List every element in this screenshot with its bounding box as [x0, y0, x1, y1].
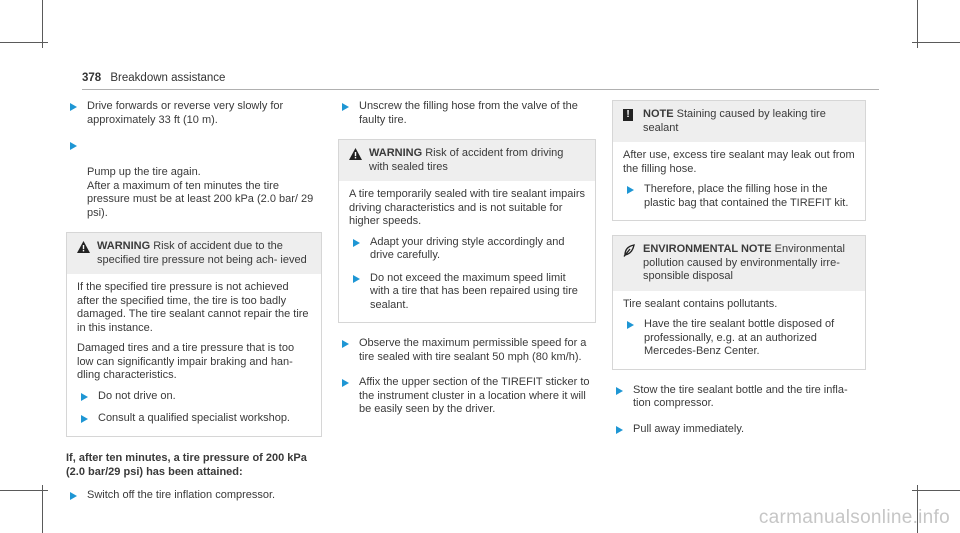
step-text: Observe the maximum permissible speed for a tire sealed with tire sealant 50 mph (80 km/h).	[359, 337, 587, 363]
crop-mark	[0, 490, 48, 491]
note-body	[613, 142, 865, 220]
warning-box	[338, 139, 596, 323]
warning-label: WARNING	[97, 240, 151, 252]
condition-heading: If, after ten minutes, a tire pressure of 200 kPa (2.0 bar/29 psi) has been attained:	[66, 451, 307, 478]
step-arrow-icon	[342, 103, 349, 111]
step-arrow-icon	[627, 186, 634, 194]
watermark: carmanualsonline.info	[758, 507, 950, 528]
crop-mark	[912, 490, 960, 491]
warning-title: Risk of accident due to the specified tire pressure not being ach- ieved	[97, 240, 307, 266]
step-text: Affix the upper section of the TIREFIT sticker to the instrument cluster in a location where it will be easily seen by the driver.	[359, 376, 590, 415]
environmental-note-label: ENVIRONMENTAL NOTE	[643, 243, 772, 255]
exclamation-icon: !	[623, 109, 633, 121]
step-arrow-icon	[342, 340, 349, 348]
warning-text: Damaged tires and a tire pressure that is too low can significantly impair braking and han- dling characteristics.	[77, 342, 295, 381]
note-label: NOTE	[643, 108, 674, 120]
step-item	[338, 100, 596, 127]
column-3	[612, 100, 866, 448]
step-item	[66, 489, 322, 503]
crop-mark	[42, 485, 43, 533]
step-text: Pump up the tire again. After a maximum of ten minutes the tire pressure must be at least 200 kPa (2.0 bar/ 29 psi).	[87, 166, 314, 219]
step-item	[77, 390, 311, 404]
note-header	[613, 101, 865, 142]
warning-triangle-icon	[77, 241, 90, 253]
page-header	[82, 72, 225, 84]
crop-mark	[917, 0, 918, 48]
warning-box	[66, 232, 322, 437]
step-text: Consult a qualified specialist workshop.	[98, 412, 290, 424]
step-item	[349, 272, 585, 313]
environmental-note-text: Tire sealant contains pollutants.	[623, 297, 778, 310]
step-item	[612, 384, 866, 411]
step-text: Do not drive on.	[98, 389, 176, 402]
warning-body	[339, 181, 595, 322]
leaf-icon	[623, 244, 635, 257]
step-arrow-icon	[342, 379, 349, 387]
step-arrow-icon	[81, 415, 88, 423]
step-arrow-icon	[627, 321, 634, 329]
crop-mark	[42, 0, 43, 48]
warning-text: If the specified tire pressure is not achieved after the specified time, the tire is too badly damaged. The tire sealant cannot repair the tire in this instance.	[77, 281, 309, 334]
header-rule	[82, 89, 879, 90]
step-text: Drive forwards or reverse very slowly for approximately 33 ft (10 m).	[87, 100, 284, 126]
warning-label: WARNING	[369, 147, 423, 159]
environmental-note-title: Environmental pollution caused by environmentally irre- sponsible disposal	[643, 243, 845, 282]
note-text: After use, excess tire sealant may leak out from the filling hose.	[623, 149, 855, 175]
crop-mark	[0, 42, 48, 43]
warning-title: Risk of accident from driving with sealed tires	[369, 147, 564, 173]
environmental-note-box	[612, 235, 866, 370]
environmental-note-body	[613, 291, 865, 369]
note-box	[612, 100, 866, 221]
step-arrow-icon	[616, 387, 623, 395]
step-item	[77, 412, 311, 426]
warning-text: A tire temporarily sealed with tire sealant impairs driving characteristics and is not suitable for higher speeds.	[349, 188, 585, 227]
step-text: Stow the tire sealant bottle and the tire infla- tion compressor.	[633, 383, 848, 409]
step-arrow-icon	[70, 492, 77, 500]
step-text: Pull away immediately.	[633, 422, 745, 435]
warning-triangle-icon	[349, 148, 362, 160]
step-text: Adapt your driving style accordingly and drive carefully.	[370, 235, 565, 261]
step-item	[66, 139, 322, 220]
column-1	[66, 100, 322, 514]
environmental-note-header	[613, 236, 865, 291]
step-item	[623, 183, 855, 210]
step-arrow-icon	[616, 426, 623, 434]
step-item	[338, 376, 596, 417]
step-arrow-icon	[81, 393, 88, 401]
step-arrow-icon	[70, 142, 77, 150]
warning-body	[67, 274, 321, 436]
column-2	[338, 100, 596, 429]
step-item	[612, 423, 866, 437]
step-text: Have the tire sealant bottle disposed of professionally, e.g. at an authorized Mercedes-Benz Center.	[644, 318, 835, 357]
step-item	[66, 100, 322, 127]
step-arrow-icon	[353, 275, 360, 283]
warning-header	[339, 140, 595, 181]
step-text: Unscrew the filling hose from the valve of the faulty tire.	[359, 100, 578, 126]
section-title: Breakdown assistance	[110, 72, 226, 84]
step-text: Do not exceed the maximum speed limit with a tire that has been repaired using tire sealant.	[370, 271, 578, 311]
step-item	[623, 318, 855, 359]
step-text: Therefore, place the filling hose in the plastic bag that contained the TIREFIT kit.	[644, 183, 849, 209]
step-item	[349, 236, 585, 263]
page-number: 378	[82, 72, 102, 84]
step-arrow-icon	[70, 103, 77, 111]
step-arrow-icon	[353, 239, 360, 247]
crop-mark	[912, 42, 960, 43]
step-item	[338, 337, 596, 364]
warning-header	[67, 233, 321, 274]
step-text: Switch off the tire inflation compressor.	[87, 488, 276, 501]
note-title: Staining caused by leaking tire sealant	[643, 108, 826, 134]
